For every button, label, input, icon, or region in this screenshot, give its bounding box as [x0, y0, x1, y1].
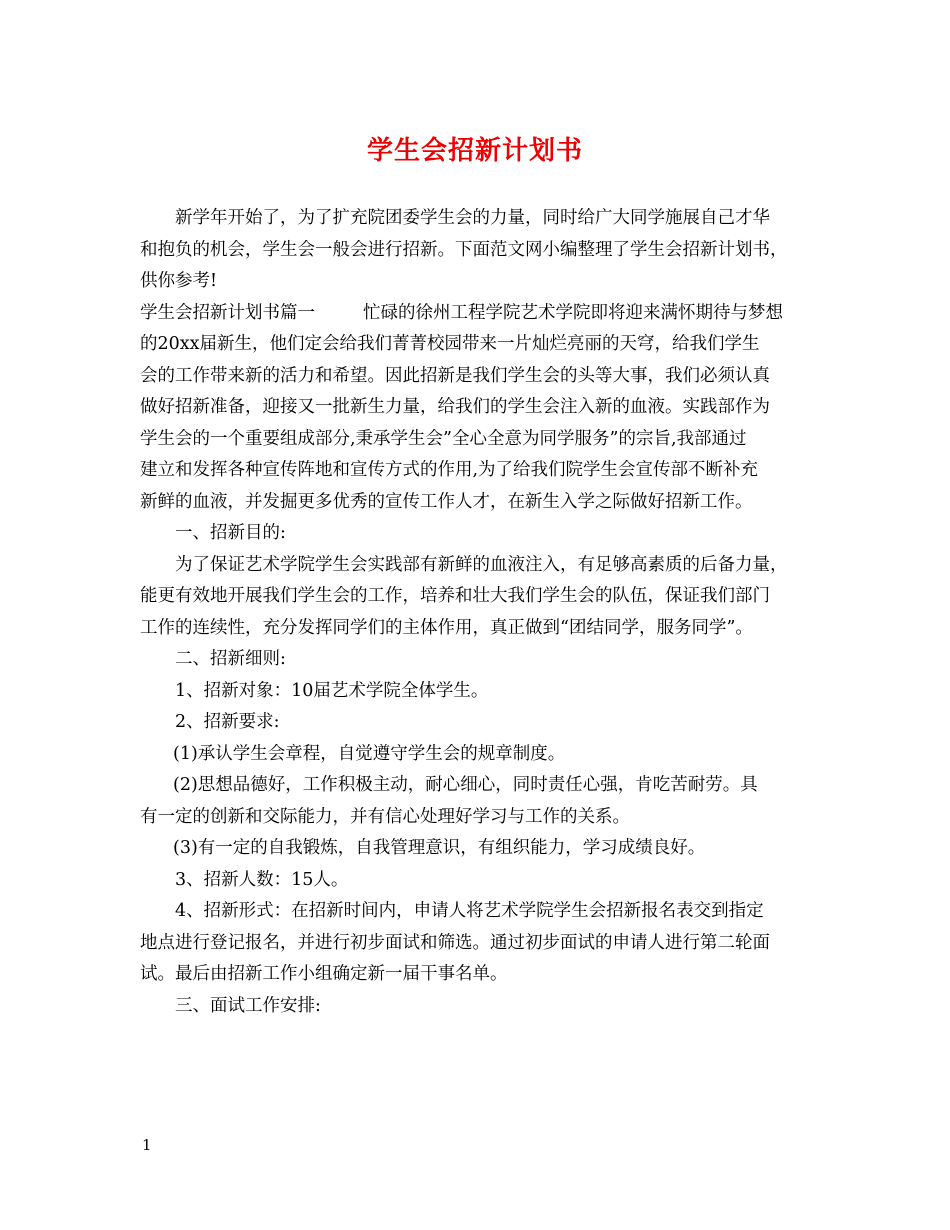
paragraph-line: 的20xx届新生，他们定会给我们菁菁校园带来一片灿烂亮丽的天穹，给我们学生	[140, 334, 760, 354]
document-body	[140, 203, 820, 1022]
paragraph-line: 新鲜的血液，并发掘更多优秀的宣传工作人才，在新生入学之际做好招新工作。	[140, 491, 753, 512]
paragraph-text: 忙碌的徐州工程学院艺术学院即将迎来满怀期待与梦想	[363, 302, 783, 323]
list-item: (3)有一定的自我锻炼，自我管理意识，有组织能力，学习成绩良好。	[173, 838, 706, 858]
paragraph-line: 学生会的一个重要组成部分,秉承学生会”全心全意为同学服务”的宗旨,我部通过	[140, 428, 747, 449]
paragraph-line: 供你参考!	[140, 271, 218, 291]
list-item: 3、招新人数：15人。	[175, 869, 349, 890]
paragraph-line: 建立和发挥各种宣传阵地和宣传方式的作用,为了给我们院学生会宣传部不断补充	[140, 460, 759, 480]
list-item: 1、招新对象：10届艺术学院全体学生。	[175, 680, 489, 701]
paragraph-line: 做好招新准备，迎接又一批新生力量，给我们的学生会注入新的血液。实践部作为	[140, 397, 770, 417]
paragraph-line	[140, 298, 820, 330]
paragraph-line: 会的工作带来新的活力和希望。因此招新是我们学生会的头等大事，我们必须认真	[140, 365, 770, 386]
list-item: 4、招新形式：在招新时间内，申请人将艺术学院学生会招新报名表交到指定	[175, 901, 764, 921]
page-title: 学生会招新计划书	[366, 136, 583, 166]
paragraph-line: 能更有效地开展我们学生会的工作，培养和壮大我们学生会的队伍，保证我们部门	[140, 586, 770, 606]
paragraph-line: 为了保证艺术学院学生会实践部有新鲜的血液注入，有足够高素质的后备力量，	[175, 554, 788, 575]
page-number: 1	[142, 1136, 152, 1154]
section-heading: 二、招新细则:	[175, 649, 286, 669]
paragraph-line: 有一定的创新和交际能力，并有信心处理好学习与工作的关系。	[140, 806, 630, 827]
paragraph-line: 工作的连续性，充分发挥同学们的主体作用，真正做到“团结同学，服务同学”。	[140, 617, 753, 638]
list-item: 2、招新要求:	[175, 712, 280, 732]
paragraph-line: 和抱负的机会，学生会一般会进行招新。下面范文网小编整理了学生会招新计划书，	[140, 239, 788, 260]
paragraph-line: 新学年开始了，为了扩充院团委学生会的力量，同时给广大同学施展自己才华	[175, 208, 770, 228]
paragraph-line: 试。最后由招新工作小组确定新一届干事名单。	[140, 964, 508, 984]
section-heading: 三、面试工作安排:	[175, 995, 321, 1016]
section-heading: 学生会招新计划书篇一	[140, 302, 315, 323]
list-item: (1)承认学生会章程，自觉遵守学生会的规章制度。	[173, 743, 566, 764]
list-item: (2)思想品德好，工作积极主动，耐心细心，同时责任心强，肯吃苦耐劳。具	[173, 775, 758, 795]
paragraph-line: 地点进行登记报名，并进行初步面试和筛选。通过初步面试的申请人进行第二轮面	[140, 932, 770, 953]
section-heading: 一、招新目的:	[175, 523, 286, 543]
